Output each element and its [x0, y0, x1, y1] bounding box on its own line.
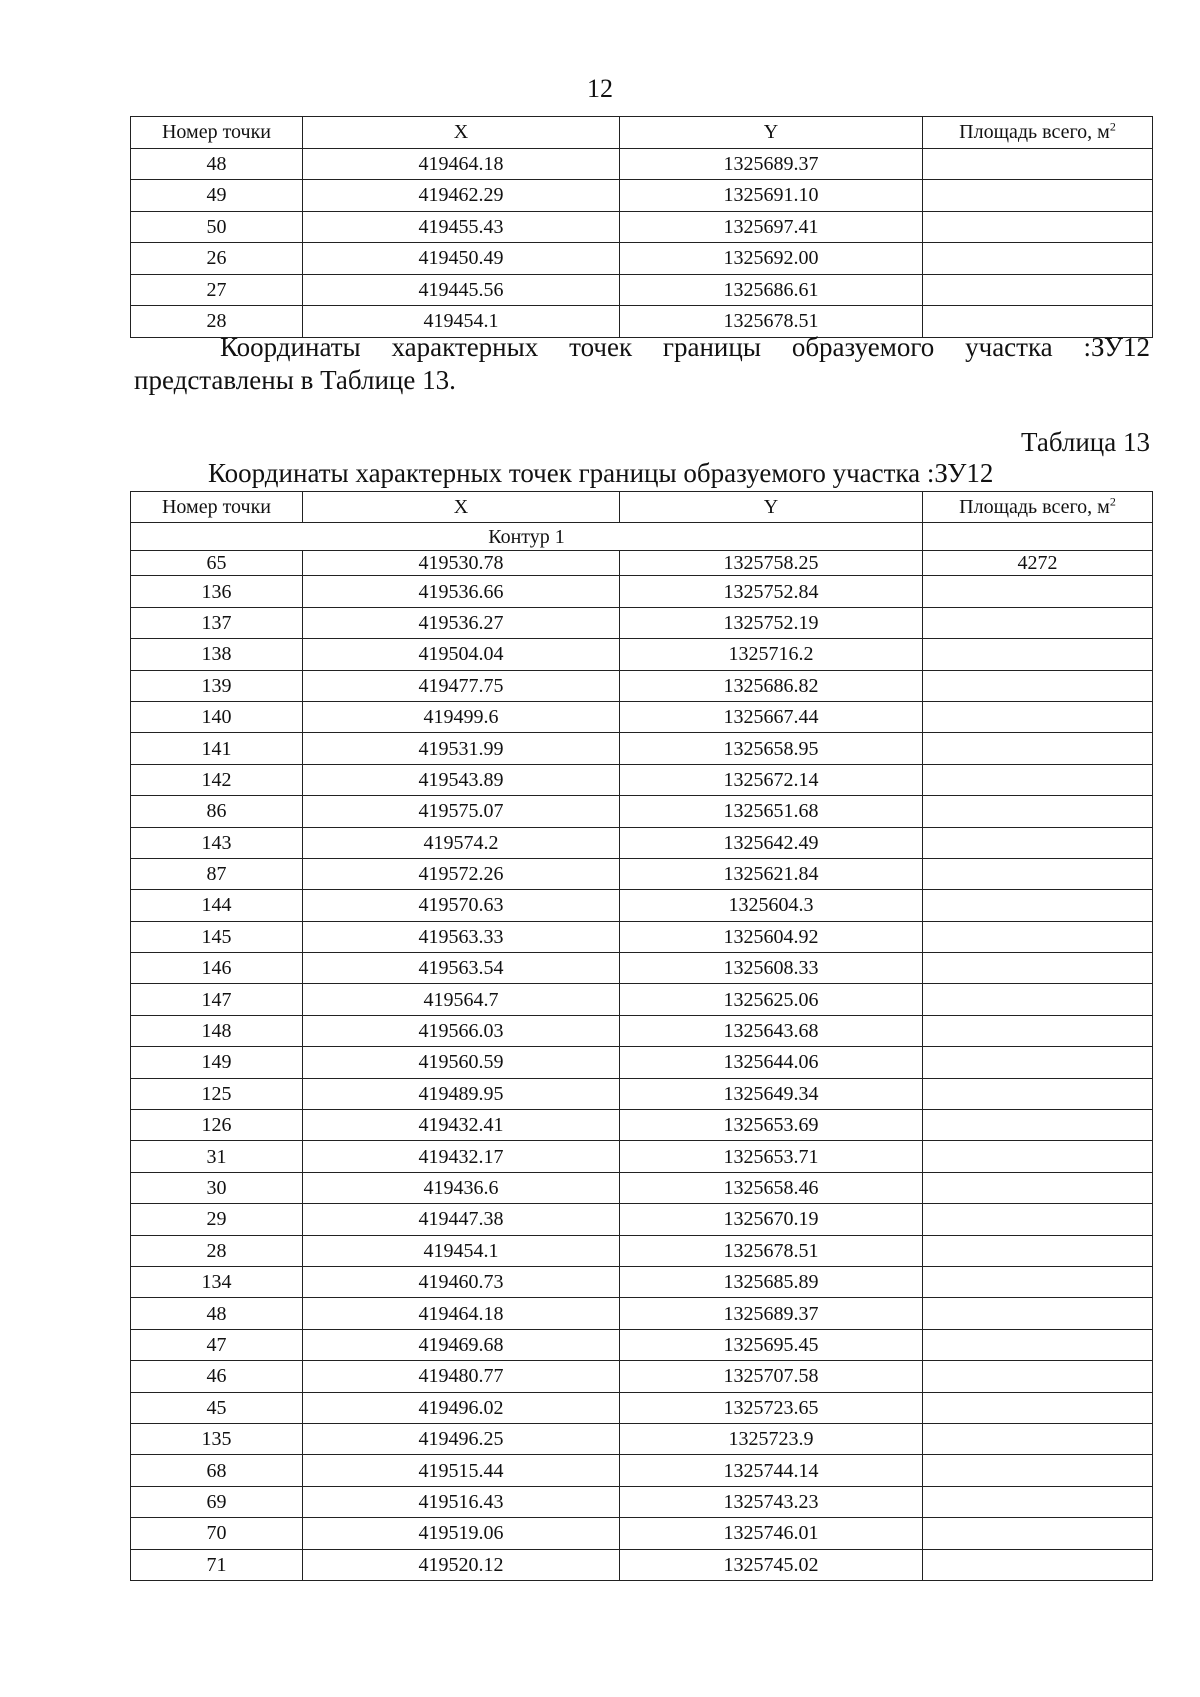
coordinates-table-13	[130, 491, 1153, 1581]
cell-x: 419469.68	[303, 1329, 620, 1360]
table-header-row	[131, 117, 1153, 149]
table-row	[131, 984, 1153, 1015]
cell-area	[923, 1110, 1153, 1141]
cell-area	[923, 1423, 1153, 1454]
table-row	[131, 733, 1153, 764]
cell-y: 1325653.71	[620, 1141, 923, 1172]
cell-x: 419496.25	[303, 1423, 620, 1454]
cell-y: 1325644.06	[620, 1047, 923, 1078]
table-row	[131, 576, 1153, 607]
cell-point: 86	[131, 796, 303, 827]
cell-area	[923, 243, 1153, 275]
cell-point: 126	[131, 1110, 303, 1141]
table-row	[131, 1110, 1153, 1141]
cell-point: 87	[131, 858, 303, 889]
table-row	[131, 796, 1153, 827]
cell-x: 419499.6	[303, 701, 620, 732]
contour-row	[131, 523, 1153, 551]
table-row	[131, 1361, 1153, 1392]
cell-point: 30	[131, 1172, 303, 1203]
cell-point: 142	[131, 764, 303, 795]
cell-x: 419462.29	[303, 180, 620, 212]
cell-area	[923, 890, 1153, 921]
cell-point: 47	[131, 1329, 303, 1360]
cell-area	[923, 1141, 1153, 1172]
table-row	[131, 1298, 1153, 1329]
cell-x: 419519.06	[303, 1518, 620, 1549]
cell-y: 1325670.19	[620, 1204, 923, 1235]
cell-area	[923, 984, 1153, 1015]
cell-y: 1325651.68	[620, 796, 923, 827]
cell-area	[923, 1172, 1153, 1203]
cell-area	[923, 180, 1153, 212]
cell-x: 419536.27	[303, 607, 620, 638]
table-caption: Координаты характерных точек границы образуемого участка :ЗУ12	[208, 458, 994, 488]
cell-x: 419564.7	[303, 984, 620, 1015]
cell-x: 419530.78	[303, 551, 620, 576]
cell-x: 419531.99	[303, 733, 620, 764]
cell-area	[923, 607, 1153, 638]
cell-point: 136	[131, 576, 303, 607]
cell-y: 1325723.65	[620, 1392, 923, 1423]
cell-point: 31	[131, 1141, 303, 1172]
cell-area	[923, 576, 1153, 607]
table-row	[131, 1486, 1153, 1517]
header-area: Площадь всего, $м^2$	[923, 492, 1153, 523]
cell-area	[923, 827, 1153, 858]
cell-x: 419447.38	[303, 1204, 620, 1235]
cell-y: 1325692.00	[620, 243, 923, 275]
cell-area	[923, 701, 1153, 732]
cell-x: 419520.12	[303, 1549, 620, 1580]
table-row	[131, 211, 1153, 243]
cell-y: 1325608.33	[620, 953, 923, 984]
table-row	[131, 607, 1153, 638]
cell-y: 1325697.41	[620, 211, 923, 243]
cell-x: 419566.03	[303, 1015, 620, 1046]
cell-y: 1325678.51	[620, 1235, 923, 1266]
cell-y: 1325691.10	[620, 180, 923, 212]
cell-x: 419515.44	[303, 1455, 620, 1486]
cell-x: 419489.95	[303, 1078, 620, 1109]
cell-point: 50	[131, 211, 303, 243]
cell-x: 419432.17	[303, 1141, 620, 1172]
table-row	[131, 1392, 1153, 1423]
cell-y: 1325716.2	[620, 639, 923, 670]
cell-area	[923, 1455, 1153, 1486]
cell-area	[923, 1235, 1153, 1266]
table-row	[131, 1047, 1153, 1078]
table-row	[131, 1204, 1153, 1235]
cell-area	[923, 733, 1153, 764]
cell-point: 46	[131, 1361, 303, 1392]
table-label: Таблица 13	[1021, 427, 1150, 457]
table-row	[131, 701, 1153, 732]
cell-point: 68	[131, 1455, 303, 1486]
table-row	[131, 1423, 1153, 1454]
cell-point: 137	[131, 607, 303, 638]
cell-area	[923, 764, 1153, 795]
cell-point: 146	[131, 953, 303, 984]
cell-point: 138	[131, 639, 303, 670]
cell-area	[923, 1204, 1153, 1235]
cell-x: 419450.49	[303, 243, 620, 275]
cell-x: 419464.18	[303, 1298, 620, 1329]
cell-area	[923, 796, 1153, 827]
table-row	[131, 1235, 1153, 1266]
cell-y: 1325746.01	[620, 1518, 923, 1549]
cell-point: 147	[131, 984, 303, 1015]
cell-x: 419454.1	[303, 1235, 620, 1266]
cell-x: 419536.66	[303, 576, 620, 607]
cell-x: 419477.75	[303, 670, 620, 701]
cell-x: 419460.73	[303, 1266, 620, 1297]
paragraph-line-1: Координаты характерных точек границы образуемого участка :ЗУ12	[220, 332, 1150, 362]
table-row	[131, 953, 1153, 984]
cell-area	[923, 1015, 1153, 1046]
cell-y: 1325678.51	[620, 306, 923, 338]
cell-y: 1325707.58	[620, 1361, 923, 1392]
table-row	[131, 921, 1153, 952]
table-row	[131, 148, 1153, 180]
cell-area	[923, 1392, 1153, 1423]
cell-area	[923, 953, 1153, 984]
header-x: X	[303, 117, 620, 149]
cell-y: 1325658.46	[620, 1172, 923, 1203]
header-area: Площадь всего, $м^2$	[923, 117, 1153, 149]
cell-area	[923, 921, 1153, 952]
header-point: Номер точки	[131, 492, 303, 523]
cell-y: 1325743.23	[620, 1486, 923, 1517]
cell-x: 419432.41	[303, 1110, 620, 1141]
page-number: 12	[587, 74, 613, 103]
cell-area	[923, 1298, 1153, 1329]
table-row	[131, 274, 1153, 306]
cell-point: 48	[131, 148, 303, 180]
cell-y: 1325672.14	[620, 764, 923, 795]
cell-area: 4272	[923, 551, 1153, 576]
cell-y: 1325752.84	[620, 576, 923, 607]
cell-y: 1325643.68	[620, 1015, 923, 1046]
cell-point: 149	[131, 1047, 303, 1078]
header-point: Номер точки	[131, 117, 303, 149]
contour-area-cell	[923, 523, 1153, 551]
cell-point: 139	[131, 670, 303, 701]
cell-point: 65	[131, 551, 303, 576]
table-row	[131, 639, 1153, 670]
cell-x: 419516.43	[303, 1486, 620, 1517]
cell-y: 1325745.02	[620, 1549, 923, 1580]
cell-x: 419570.63	[303, 890, 620, 921]
cell-y: 1325653.69	[620, 1110, 923, 1141]
header-y: Y	[620, 117, 923, 149]
table-row	[131, 858, 1153, 889]
cell-x: 419436.6	[303, 1172, 620, 1203]
table-row	[131, 243, 1153, 275]
table-row	[131, 551, 1153, 576]
cell-point: 48	[131, 1298, 303, 1329]
table-row	[131, 1141, 1153, 1172]
cell-point: 28	[131, 306, 303, 338]
cell-area	[923, 1361, 1153, 1392]
table-row	[131, 1329, 1153, 1360]
cell-y: 1325625.06	[620, 984, 923, 1015]
cell-area	[923, 670, 1153, 701]
cell-point: 49	[131, 180, 303, 212]
cell-x: 419445.56	[303, 274, 620, 306]
cell-area	[923, 639, 1153, 670]
cell-point: 143	[131, 827, 303, 858]
cell-y: 1325604.92	[620, 921, 923, 952]
table-row	[131, 1078, 1153, 1109]
cell-y: 1325649.34	[620, 1078, 923, 1109]
cell-point: 134	[131, 1266, 303, 1297]
cell-point: 28	[131, 1235, 303, 1266]
cell-point: 29	[131, 1204, 303, 1235]
table-row	[131, 764, 1153, 795]
cell-point: 71	[131, 1549, 303, 1580]
table-row	[131, 1015, 1153, 1046]
cell-area	[923, 1078, 1153, 1109]
cell-y: 1325744.14	[620, 1455, 923, 1486]
cell-area	[923, 1486, 1153, 1517]
cell-point: 140	[131, 701, 303, 732]
cell-y: 1325642.49	[620, 827, 923, 858]
cell-point: 69	[131, 1486, 303, 1517]
cell-area	[923, 148, 1153, 180]
cell-area	[923, 1266, 1153, 1297]
cell-x: 419560.59	[303, 1047, 620, 1078]
table-row	[131, 1172, 1153, 1203]
cell-y: 1325621.84	[620, 858, 923, 889]
cell-point: 141	[131, 733, 303, 764]
cell-y: 1325689.37	[620, 148, 923, 180]
cell-point: 27	[131, 274, 303, 306]
cell-area	[923, 1518, 1153, 1549]
contour-label: Контур 1	[131, 523, 923, 551]
cell-y: 1325689.37	[620, 1298, 923, 1329]
cell-point: 148	[131, 1015, 303, 1046]
cell-area	[923, 1329, 1153, 1360]
cell-y: 1325685.89	[620, 1266, 923, 1297]
table-row	[131, 1266, 1153, 1297]
cell-x: 419504.04	[303, 639, 620, 670]
cell-point: 45	[131, 1392, 303, 1423]
cell-area	[923, 1047, 1153, 1078]
cell-x: 419454.1	[303, 306, 620, 338]
cell-y: 1325667.44	[620, 701, 923, 732]
cell-x: 419496.02	[303, 1392, 620, 1423]
table-header-row	[131, 492, 1153, 523]
cell-point: 135	[131, 1423, 303, 1454]
cell-y: 1325758.25	[620, 551, 923, 576]
cell-x: 419543.89	[303, 764, 620, 795]
table-row	[131, 670, 1153, 701]
cell-point: 26	[131, 243, 303, 275]
cell-x: 419575.07	[303, 796, 620, 827]
header-x: X	[303, 492, 620, 523]
cell-x: 419563.33	[303, 921, 620, 952]
cell-area	[923, 211, 1153, 243]
table-row	[131, 180, 1153, 212]
cell-point: 125	[131, 1078, 303, 1109]
coordinates-table-continued	[130, 116, 1153, 338]
table-row	[131, 827, 1153, 858]
cell-x: 419464.18	[303, 148, 620, 180]
cell-x: 419480.77	[303, 1361, 620, 1392]
cell-y: 1325686.82	[620, 670, 923, 701]
cell-x: 419563.54	[303, 953, 620, 984]
cell-point: 144	[131, 890, 303, 921]
cell-area	[923, 858, 1153, 889]
table-row	[131, 1455, 1153, 1486]
cell-point: 145	[131, 921, 303, 952]
header-y: Y	[620, 492, 923, 523]
cell-y: 1325723.9	[620, 1423, 923, 1454]
table-row	[131, 1549, 1153, 1580]
table-row	[131, 890, 1153, 921]
cell-y: 1325752.19	[620, 607, 923, 638]
cell-y: 1325604.3	[620, 890, 923, 921]
cell-area	[923, 274, 1153, 306]
intro-paragraph	[134, 331, 1150, 397]
cell-x: 419574.2	[303, 827, 620, 858]
cell-area	[923, 1549, 1153, 1580]
cell-y: 1325686.61	[620, 274, 923, 306]
cell-y: 1325695.45	[620, 1329, 923, 1360]
paragraph-line-2: представлены в Таблице 13.	[134, 365, 456, 395]
cell-x: 419455.43	[303, 211, 620, 243]
table-row	[131, 1518, 1153, 1549]
cell-y: 1325658.95	[620, 733, 923, 764]
cell-point: 70	[131, 1518, 303, 1549]
cell-x: 419572.26	[303, 858, 620, 889]
